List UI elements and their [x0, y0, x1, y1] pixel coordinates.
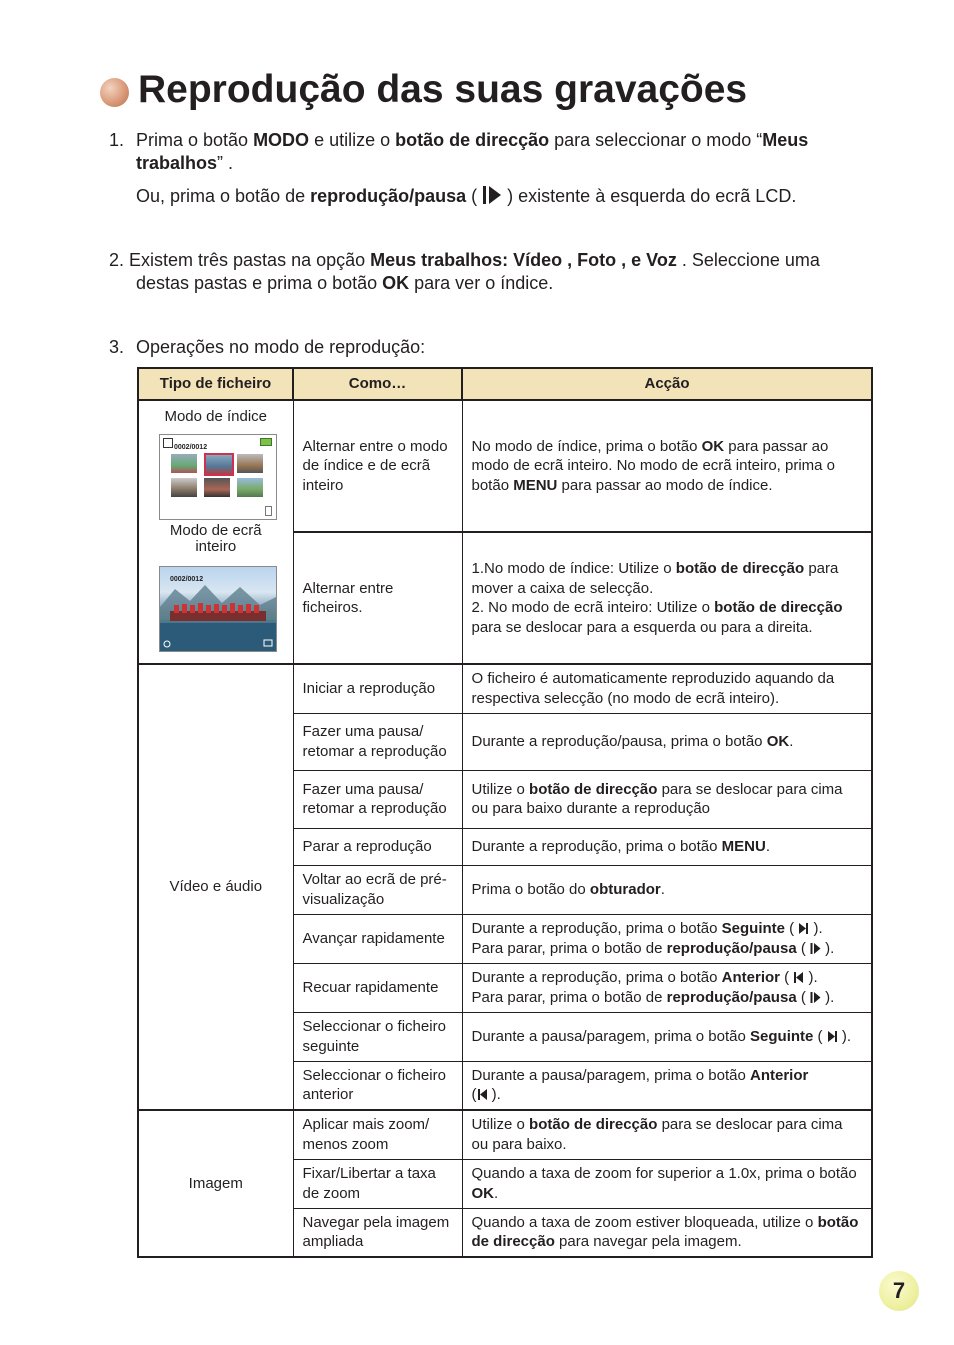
step-3 — [109, 336, 889, 359]
fullscreen-counter: 0002/0012 — [170, 576, 204, 583]
index-photo-4 — [171, 478, 197, 497]
browse-thumbnails — [140, 402, 292, 662]
browse-action-1: No modo de índice, prima o botão OK para passar ao modo de ecrã inteiro. No modo de ecrã inteiro, prima o botão MENU para passar ao modo de índice. — [462, 400, 872, 532]
mode-icon — [265, 506, 272, 516]
video-action-4: Durante a reprodução, prima o botão MENU. — [462, 828, 872, 865]
image-how-2: Fixar/Libertar a taxa de zoom — [293, 1159, 462, 1208]
image-action-3: Quando a taxa de zoom estiver bloqueada, utilize o botão de direcção para navegar pela imagem. — [462, 1208, 872, 1257]
header-file-type: Tipo de ficheiro — [138, 368, 293, 400]
video-how-2: Fazer uma pausa/ retomar a reprodução — [293, 713, 462, 770]
video-action-3: Utilize o botão de direcção para se deslocar para cima ou para baixo durante a reprodução — [462, 770, 872, 828]
table-row — [138, 1110, 872, 1159]
video-type-cell: Vídeo e áudio — [138, 664, 293, 1110]
video-how-5: Voltar ao ecrã de pré-visualização — [293, 865, 462, 914]
step-2-line-1: 2. Existem três pastas na opção Meus trabalhos: Vídeo , Foto , e Voz . Seleccione uma — [109, 250, 820, 270]
video-how-8: Seleccionar o ficheiro seguinte — [293, 1012, 462, 1061]
header-action: Acção — [462, 368, 872, 400]
browse-type-cell — [138, 400, 293, 664]
video-action-1: O ficheiro é automaticamente reproduzido aquando da respectiva selecção (no modo de ecrã inteiro). — [462, 664, 872, 713]
next-track-icon — [798, 922, 809, 935]
table-row — [138, 400, 872, 532]
index-mode-thumbnail — [159, 434, 277, 520]
index-photo-3 — [237, 454, 263, 473]
video-how-6: Avançar rapidamente — [293, 914, 462, 963]
video-how-1: Iniciar a reprodução — [293, 664, 462, 713]
play-pause-icon — [810, 942, 821, 955]
page-number: 7 — [879, 1271, 919, 1311]
image-how-1: Aplicar mais zoom/ menos zoom — [293, 1110, 462, 1159]
table-header-row — [138, 368, 872, 400]
browse-how-1: Alternar entre o modo de índice e de ecrã inteiro — [293, 400, 462, 532]
full-mode-label-2: inteiro — [195, 538, 237, 555]
index-photo-6 — [237, 478, 263, 497]
step-3-number: 3. — [109, 337, 125, 357]
step-1-line-2: trabalhos” . — [136, 153, 234, 173]
step-1-line-3: Ou, prima o botão de reprodução/pausa ( ) existente à esquerda do ecrã LCD. — [136, 186, 797, 206]
fullscreen-photo — [160, 567, 276, 651]
operations-table — [137, 367, 873, 1258]
video-action-8: Durante a pausa/paragem, prima o botão Seguinte ( ). — [462, 1012, 872, 1061]
video-action-2: Durante a reprodução/pausa, prima o botão OK. — [462, 713, 872, 770]
orb-bullet-icon — [100, 78, 129, 107]
fullscreen-mode-thumbnail — [159, 566, 277, 652]
step-1-number: 1. — [109, 130, 125, 150]
index-counter: 0002/0012 — [174, 444, 208, 451]
next-track-icon — [827, 1030, 838, 1043]
index-mode-label: Modo de índice — [164, 408, 268, 425]
battery-icon — [260, 438, 272, 446]
image-type-cell: Imagem — [138, 1110, 293, 1257]
video-action-7: Durante a reprodução, prima o botão Anterior ( ). Para parar, prima o botão de reprodução/pausa ( ). — [462, 963, 872, 1012]
previous-track-icon — [793, 971, 804, 984]
step-1 — [109, 129, 889, 208]
file-icon — [163, 438, 173, 448]
previous-track-icon — [477, 1088, 488, 1101]
step-2 — [109, 249, 889, 295]
page-title: Reprodução das suas gravações — [138, 68, 748, 111]
video-action-5: Prima o botão do obturador. — [462, 865, 872, 914]
index-photo-5 — [204, 478, 230, 497]
video-action-9: Durante a pausa/paragem, prima o botão Anterior ( ). — [462, 1061, 872, 1110]
image-action-1: Utilize o botão de direcção para se deslocar para cima ou para baixo. — [462, 1110, 872, 1159]
step-1-line-1: Prima o botão MODO e utilize o botão de direcção para seleccionar o modo “Meus — [136, 130, 809, 150]
image-action-2: Quando a taxa de zoom for superior a 1.0x, prima o botão OK. — [462, 1159, 872, 1208]
video-how-4: Parar a reprodução — [293, 828, 462, 865]
browse-action-2: 1.No modo de índice: Utilize o botão de direcção para mover a caixa de selecção. 2. No modo de ecrã inteiro: Utilize o botão de direcção para se deslocar para a esquerda ou para a direita. — [462, 532, 872, 664]
image-how-3: Navegar pela imagem ampliada — [293, 1208, 462, 1257]
video-how-9: Seleccionar o ficheiro anterior — [293, 1061, 462, 1110]
video-action-6: Durante a reprodução, prima o botão Seguinte ( ). Para parar, prima o botão de reprodução/pausa ( ). — [462, 914, 872, 963]
browse-how-2: Alternar entre ficheiros. — [293, 532, 462, 664]
step-3-text: Operações no modo de reprodução: — [136, 337, 426, 357]
index-photo-selected[interactable] — [204, 453, 234, 476]
play-pause-icon — [482, 184, 502, 206]
header-how: Como… — [293, 368, 462, 400]
video-how-7: Recuar rapidamente — [293, 963, 462, 1012]
step-2-line-2: destas pastas e prima o botão OK para ver o índice. — [136, 273, 554, 293]
table-row — [138, 664, 872, 713]
play-pause-icon — [810, 991, 821, 1004]
video-how-3: Fazer uma pausa/ retomar a reprodução — [293, 770, 462, 828]
index-photo-1 — [171, 454, 197, 473]
full-mode-label-1: Modo de ecrã — [169, 522, 262, 539]
